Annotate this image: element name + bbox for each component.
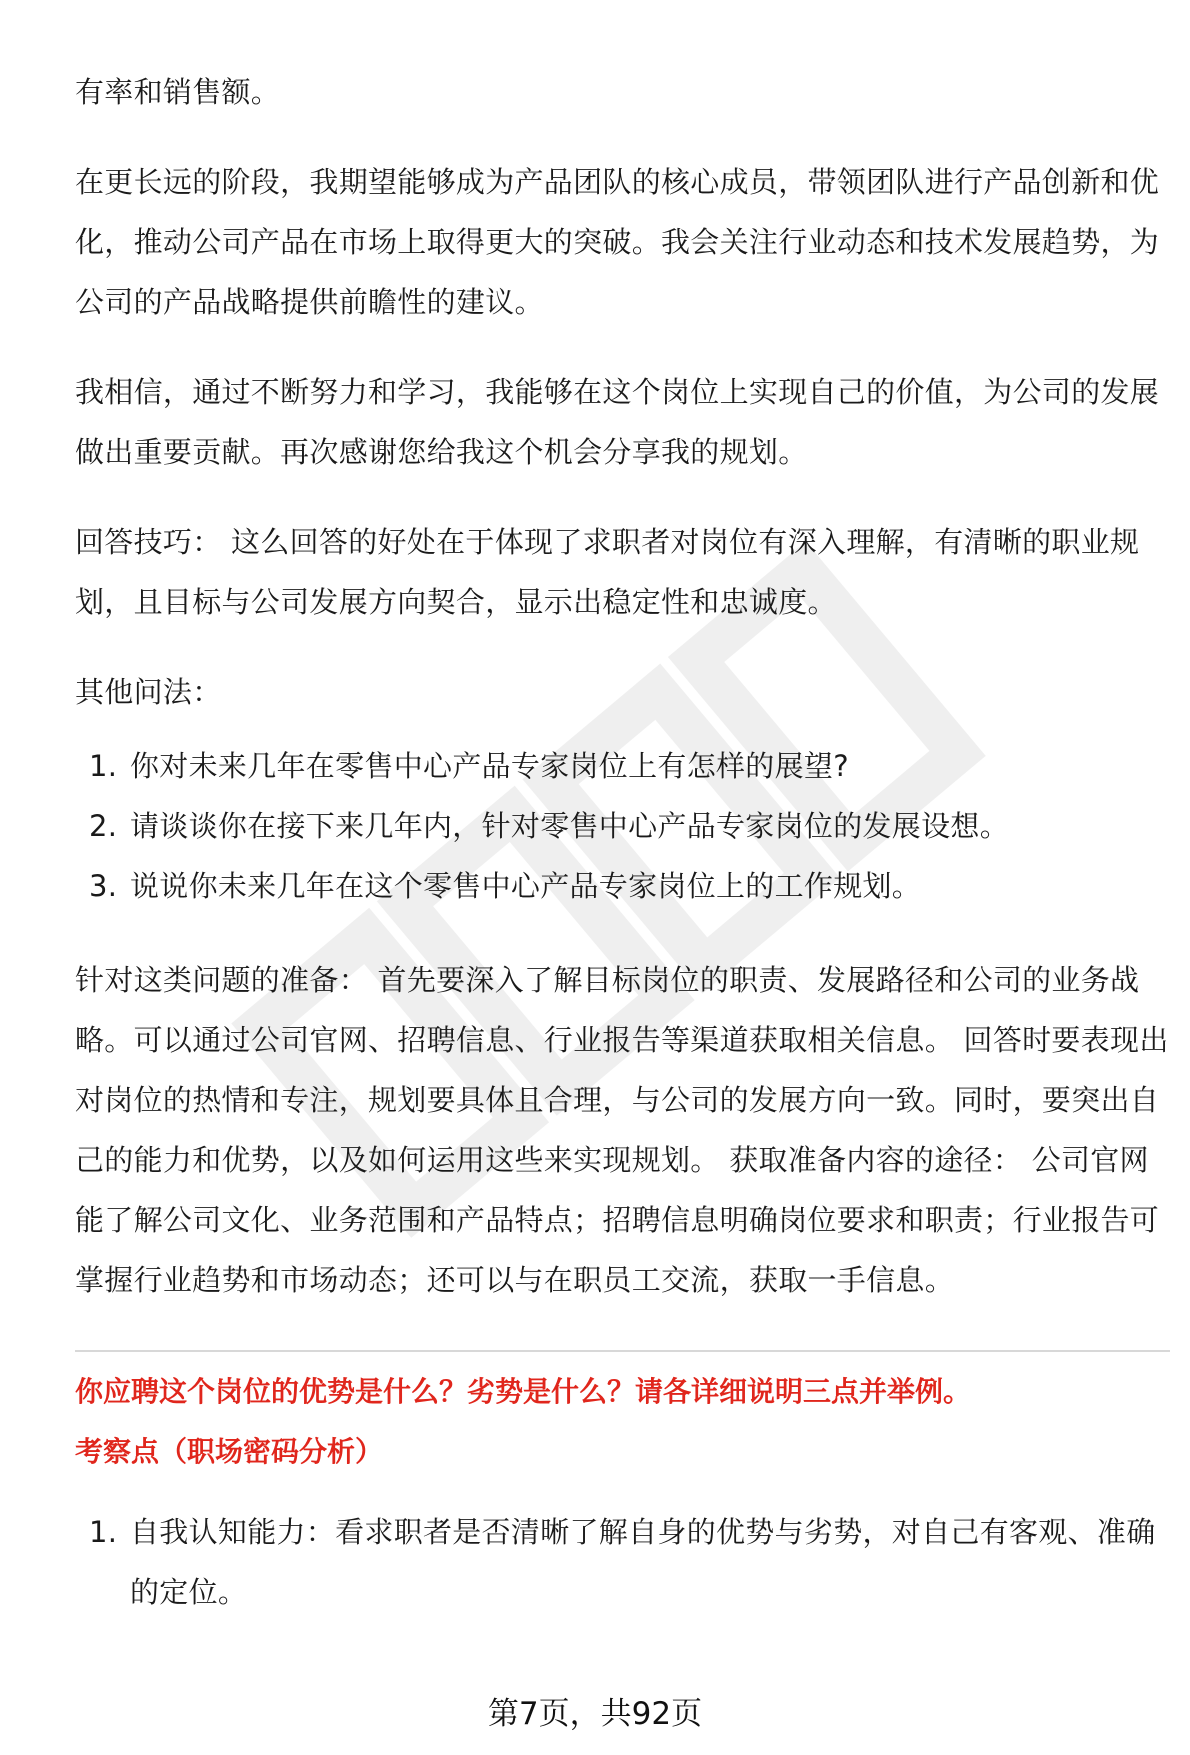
page-number: 第7页，共92页	[487, 1696, 703, 1732]
list-item: 3. 说说你未来几年在这个零售中心产品专家岗位上的工作规划。	[89, 869, 922, 903]
analysis-subheading: 考察点（职场密码分析）	[75, 1435, 384, 1468]
paragraph-continuation: 有率和销售额。	[75, 75, 281, 109]
list-item: 2. 请谈谈你在接下来几年内，针对零售中心产品专家岗位的发展设想。	[89, 809, 1010, 843]
question-heading: 你应聘这个岗位的优势是什么？劣势是什么？请各详细说明三点并举例。	[75, 1375, 972, 1408]
paragraph-closing-statement: 我相信，通过不断努力和学习，我能够在这个岗位上实现自己的价值，为公司的发展做出重要贡献。再次感谢您给我这个机会分享我的规划。	[75, 375, 1160, 469]
other-questions-list	[75, 736, 1170, 916]
list-item: 1. 自我认知能力：看求职者是否清晰了解自身的优势与劣势，对自己有客观、准确的定位。	[89, 1515, 1156, 1609]
analysis-points-list	[75, 1502, 1170, 1622]
paragraph-answer-tips: 回答技巧： 这么回答的好处在于体现了求职者对岗位有深入理解，有清晰的职业规划，且目标与公司发展方向契合，显示出稳定性和忠诚度。	[75, 525, 1140, 619]
paragraph-long-term-goal: 在更长远的阶段，我期望能够成为产品团队的核心成员，带领团队进行产品创新和优化，推动公司产品在市场上取得更大的突破。我会关注行业动态和技术发展趋势，为公司的产品战略提供前瞻性的建议。	[75, 165, 1160, 319]
list-item: 1. 你对未来几年在零售中心产品专家岗位上有怎样的展望?	[89, 749, 849, 783]
other-questions-heading: 其他问法：	[75, 675, 222, 709]
page-content	[75, 62, 1170, 1622]
paragraph-preparation: 针对这类问题的准备： 首先要深入了解目标岗位的职责、发展路径和公司的业务战略。可以通过公司官网、招聘信息、行业报告等渠道获取相关信息。 回答时要表现出对岗位的热情和专注，规划要具体且合理，与公司的发展方向一致。同时，要突出自己的能力和优势，以及如何运用这些来实现规划。 获取准备内容的途径： 公司官网能了解公司文化、业务范围和产品特点；招聘信息明确岗位要求和职责；行业报告可掌握行业趋势和市场动态；还可以与在职员工交流，获取一手信息。	[75, 963, 1169, 1297]
